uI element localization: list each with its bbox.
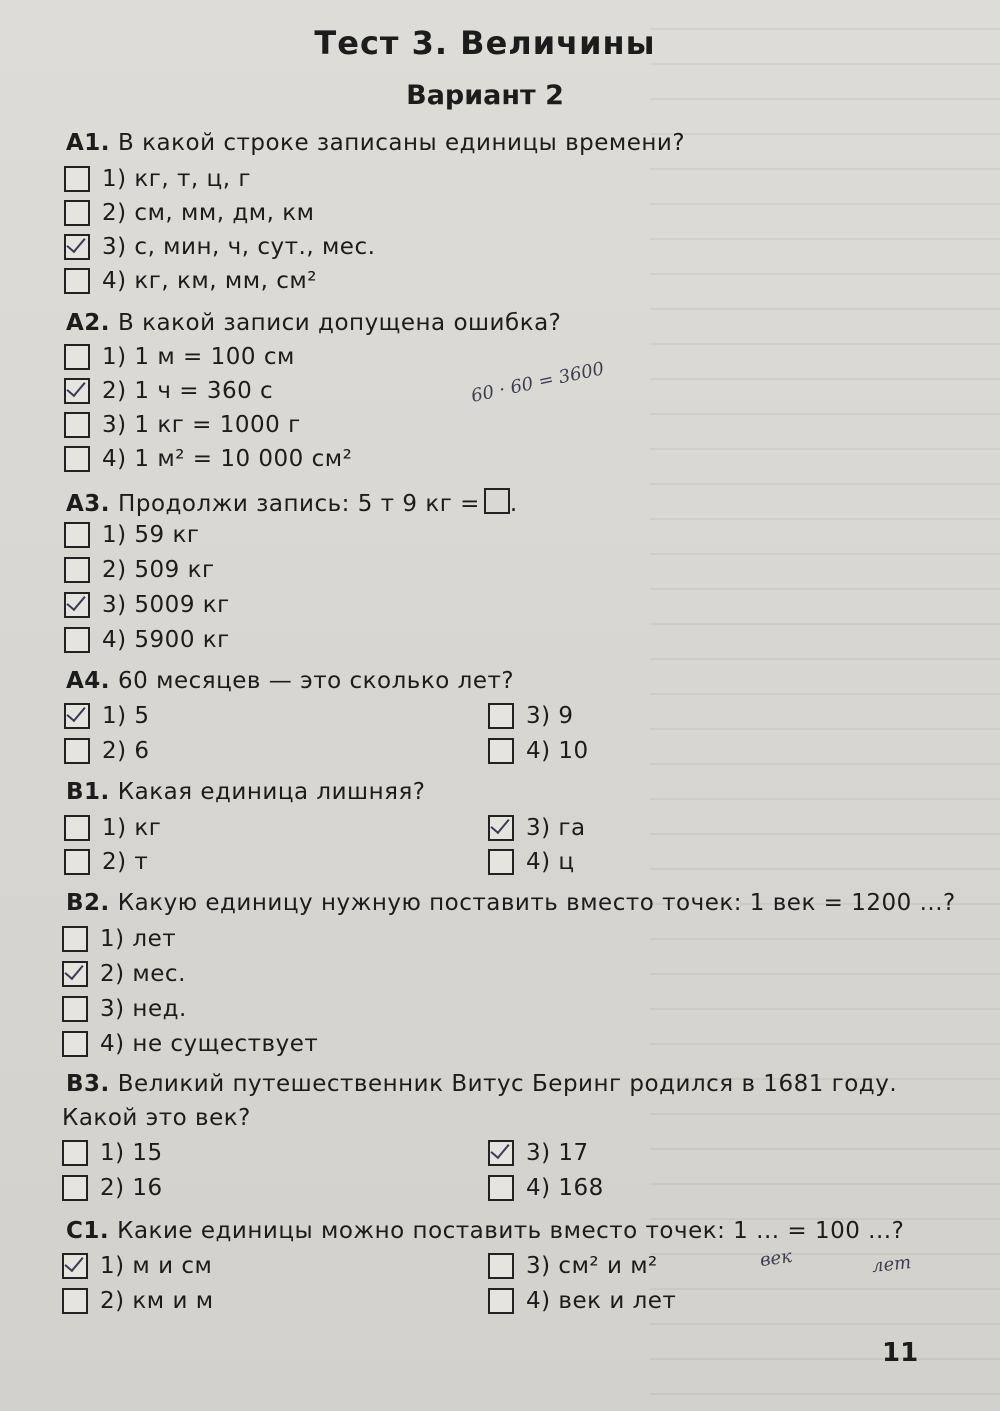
- b2-option-1[interactable]: 1) лет: [62, 926, 176, 952]
- a3-option-2[interactable]: 2) 509 кг: [64, 557, 215, 583]
- checkbox-checked[interactable]: [488, 815, 514, 841]
- b3-option-1[interactable]: 1) 15: [62, 1140, 163, 1166]
- checkbox[interactable]: [64, 166, 90, 192]
- question-b1: [66, 779, 426, 805]
- checkbox[interactable]: [488, 738, 514, 764]
- checkbox[interactable]: [488, 1175, 514, 1201]
- checkbox[interactable]: [488, 703, 514, 729]
- bleed-through-text: [650, 0, 1000, 1411]
- checkbox[interactable]: [488, 849, 514, 875]
- a2-option-2[interactable]: 2) 1 ч = 360 с: [64, 378, 273, 404]
- checkbox[interactable]: [64, 268, 90, 294]
- question-b3: [66, 1071, 897, 1097]
- a4-option-3[interactable]: 3) 9: [488, 703, 574, 729]
- a1-option-4[interactable]: 4) кг, км, мм, см²: [64, 268, 317, 294]
- checkbox[interactable]: [64, 738, 90, 764]
- question-b2: [66, 890, 956, 916]
- page-number: 11: [882, 1338, 919, 1368]
- a1-option-3[interactable]: 3) с, мин, ч, сут., мес.: [64, 234, 375, 260]
- b1-option-1[interactable]: 1) кг: [64, 815, 161, 841]
- question-text: Какие единицы можно поставить вместо точек: 1 ... = 100 ...?: [117, 1218, 905, 1244]
- checkbox-checked[interactable]: [64, 234, 90, 260]
- a2-option-4[interactable]: 4) 1 м² = 10 000 см²: [64, 446, 352, 472]
- a2-option-1[interactable]: 1) 1 м = 100 см: [64, 344, 295, 370]
- question-a4: [66, 668, 514, 694]
- question-text: Какая единица лишняя?: [117, 779, 426, 805]
- handwritten-note: лет: [871, 1252, 913, 1277]
- checkbox[interactable]: [64, 412, 90, 438]
- b3-option-2[interactable]: 2) 16: [62, 1175, 163, 1201]
- question-a1: [66, 130, 685, 156]
- question-text: Продолжи запись: 5 т 9 кг =: [118, 491, 480, 517]
- answer-box[interactable]: [484, 488, 510, 514]
- question-text: Какую единицу нужную поставить вместо точек: 1 век = 1200 ...?: [117, 890, 956, 916]
- checkbox[interactable]: [62, 996, 88, 1022]
- question-text: 60 месяцев — это сколько лет?: [118, 668, 515, 694]
- question-number: А4.: [66, 668, 111, 694]
- c1-option-1[interactable]: 1) м и см: [62, 1253, 212, 1279]
- checkbox-checked[interactable]: [62, 1253, 88, 1279]
- b1-option-4[interactable]: 4) ц: [488, 849, 575, 875]
- question-number: В1.: [66, 779, 110, 805]
- a1-option-1[interactable]: 1) кг, т, ц, г: [64, 166, 251, 192]
- a3-option-4[interactable]: 4) 5900 кг: [64, 627, 230, 653]
- question-number: А2.: [66, 310, 111, 336]
- checkbox-checked[interactable]: [488, 1140, 514, 1166]
- checkbox[interactable]: [64, 627, 90, 653]
- b3-option-4[interactable]: 4) 168: [488, 1175, 604, 1201]
- checkbox[interactable]: [62, 1175, 88, 1201]
- b2-option-2[interactable]: 2) мес.: [62, 961, 186, 987]
- b2-option-3[interactable]: 3) нед.: [62, 996, 187, 1022]
- b3-option-3[interactable]: 3) 17: [488, 1140, 589, 1166]
- checkbox-checked[interactable]: [62, 961, 88, 987]
- checkbox[interactable]: [62, 1031, 88, 1057]
- handwritten-note: век: [758, 1245, 794, 1272]
- handwritten-note: 60 · 60 = 3600: [469, 358, 607, 407]
- checkbox[interactable]: [64, 849, 90, 875]
- checkbox[interactable]: [488, 1288, 514, 1314]
- question-number: С1.: [66, 1218, 110, 1244]
- checkbox[interactable]: [488, 1253, 514, 1279]
- checkbox[interactable]: [62, 926, 88, 952]
- question-text: В какой записи допущена ошибка?: [118, 310, 562, 336]
- checkbox-checked[interactable]: [64, 378, 90, 404]
- test-title: Тест 3. Величины: [314, 24, 656, 62]
- b1-option-3[interactable]: 3) га: [488, 815, 586, 841]
- question-text: В какой строке записаны единицы времени?: [118, 130, 686, 156]
- checkbox[interactable]: [64, 522, 90, 548]
- b2-option-4[interactable]: 4) не существует: [62, 1031, 318, 1057]
- a3-option-3[interactable]: 3) 5009 кг: [64, 592, 230, 618]
- a4-option-2[interactable]: 2) 6: [64, 738, 150, 764]
- a4-option-1[interactable]: 1) 5: [64, 703, 150, 729]
- checkbox[interactable]: [64, 344, 90, 370]
- question-number: В2.: [66, 890, 110, 916]
- question-number: А3.: [66, 491, 111, 517]
- question-c1: [66, 1218, 904, 1244]
- question-text: Великий путешественник Витус Беринг родился в 1681 году.: [117, 1071, 898, 1097]
- variant-title: Вариант 2: [406, 80, 564, 111]
- b1-option-2[interactable]: 2) т: [64, 849, 148, 875]
- checkbox[interactable]: [64, 200, 90, 226]
- checkbox[interactable]: [64, 446, 90, 472]
- c1-option-4[interactable]: 4) век и лет: [488, 1288, 676, 1314]
- checkbox[interactable]: [64, 557, 90, 583]
- c1-option-3[interactable]: 3) см² и м²: [488, 1253, 658, 1279]
- a1-option-2[interactable]: 2) см, мм, дм, км: [64, 200, 314, 226]
- a4-option-4[interactable]: 4) 10: [488, 738, 589, 764]
- checkbox[interactable]: [64, 815, 90, 841]
- question-a3: А3. Продолжи запись: 5 т 9 кг = .: [66, 488, 518, 517]
- question-number: В3.: [66, 1071, 110, 1097]
- checkbox-checked[interactable]: [64, 592, 90, 618]
- question-number: А1.: [66, 130, 111, 156]
- checkbox[interactable]: [62, 1288, 88, 1314]
- a2-option-3[interactable]: 3) 1 кг = 1000 г: [64, 412, 301, 438]
- c1-option-2[interactable]: 2) км и м: [62, 1288, 214, 1314]
- question-a2: [66, 310, 561, 336]
- checkbox-checked[interactable]: [64, 703, 90, 729]
- a3-option-1[interactable]: 1) 59 кг: [64, 522, 199, 548]
- checkbox[interactable]: [62, 1140, 88, 1166]
- question-b3-line2: Какой это век?: [62, 1105, 251, 1131]
